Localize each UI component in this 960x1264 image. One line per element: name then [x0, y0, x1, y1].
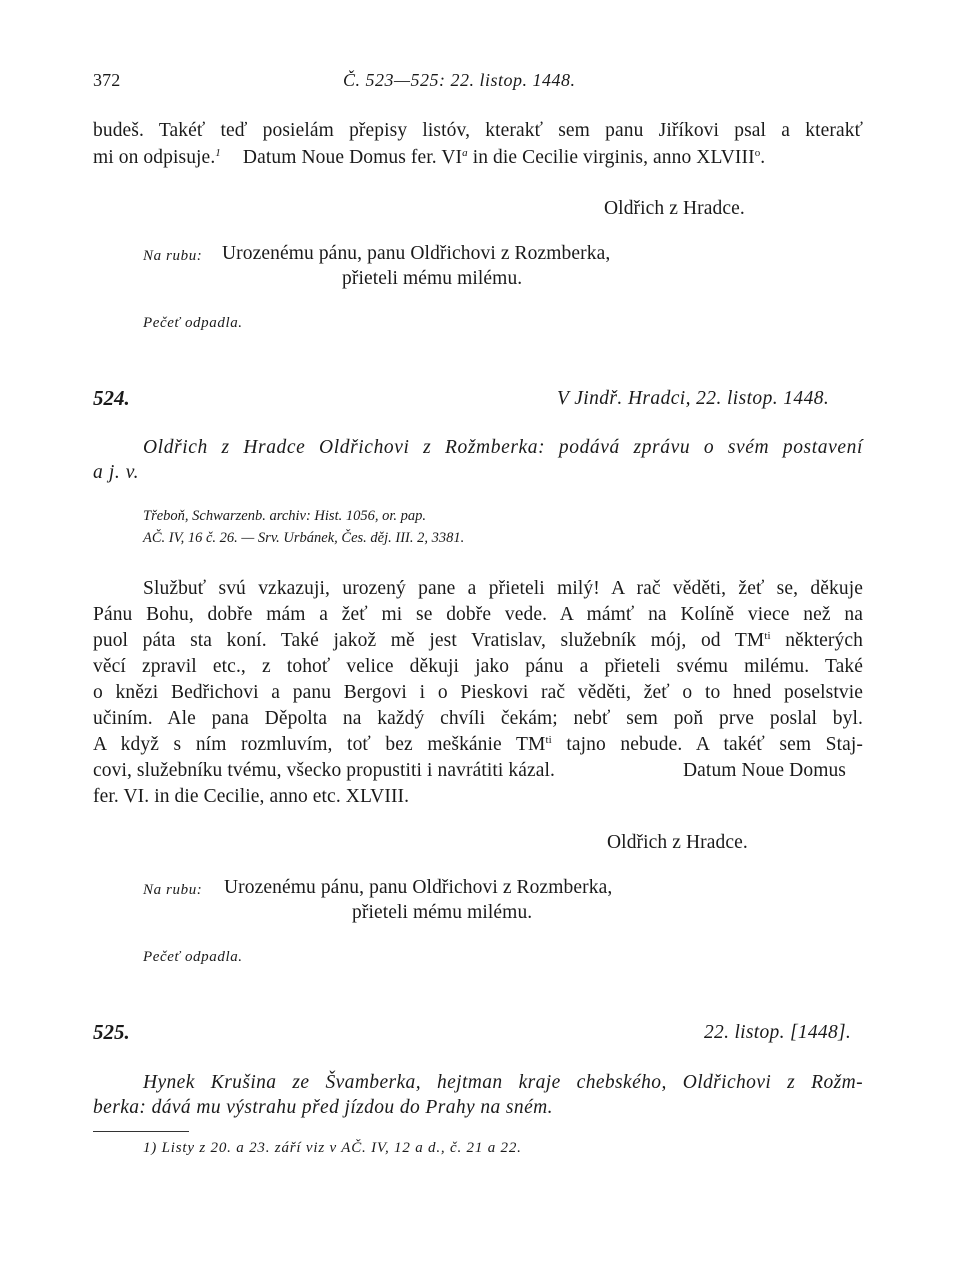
doc524-sup-ti-1: ti	[764, 630, 771, 642]
doc523-line-2c: in die Cecilie virginis, anno XLVIII	[467, 147, 755, 168]
doc524-regest-line-1: Oldřich z Hradce Oldřichovi z Rožmberka: podává zprávu o svém postavení	[143, 437, 863, 458]
footnote-ref: 1	[215, 147, 221, 159]
doc524-text-line-3b: některých	[770, 630, 863, 651]
doc525-number: 525.	[93, 1020, 130, 1044]
doc524-seal-note: Pečeť odpadla.	[143, 949, 243, 965]
doc524-text-line-8-datum: Datum Noue Domus	[683, 760, 846, 781]
doc523-address-label: Na rubu:	[143, 248, 203, 264]
doc524-regest-line-2: a j. v.	[93, 462, 140, 483]
doc523-line-2	[93, 147, 765, 169]
doc525-regest-line-1: Hynek Krušina ze Švamberka, hejtman kraje chebského, Oldřichovi z Rožm-	[143, 1072, 863, 1093]
running-title: Č. 523—525: 22. listop. 1448.	[343, 70, 576, 90]
doc524-text-line-7	[93, 734, 863, 756]
doc524-source-line-2: AČ. IV, 16 č. 26. — Srv. Urbánek, Čes. děj. III. 2, 3381.	[143, 530, 465, 546]
doc523-address-line-2: přieteli mému milému.	[342, 268, 523, 289]
doc524-text-line-5: o knězi Bedřichovi a panu Bergovi i o Pieskovi rač věděti, žeť o to hned poselstvie	[93, 682, 863, 703]
doc523-signature: Oldřich z Hradce.	[604, 198, 745, 219]
doc523-seal-note: Pečeť odpadla.	[143, 315, 243, 331]
doc523-sup-o: o	[754, 147, 761, 159]
footnote-rule	[93, 1131, 189, 1132]
doc524-address-label: Na rubu:	[143, 882, 203, 898]
doc523-line-2a: mi on odpisuje.	[93, 147, 216, 168]
doc524-address-line-1: Urozenému pánu, panu Oldřichovi z Rozmberka,	[224, 877, 613, 898]
doc523-address-line-1: Urozenému pánu, panu Oldřichovi z Rozmberka,	[222, 243, 611, 264]
doc523-line-2d: .	[760, 147, 766, 168]
doc525-date: 22. listop. [1448].	[704, 1022, 852, 1043]
doc523-line-2b: Datum Noue Domus fer. VI	[242, 147, 463, 168]
doc524-text-line-7b: tajno nebude. A takéť sem Staj-	[551, 734, 863, 755]
doc524-sup-ti-2: ti	[545, 734, 552, 746]
doc524-text-line-7a: A když s ním rozmluvím, toť bez meškánie TM	[93, 734, 546, 755]
doc524-source-line-1: Třeboň, Schwarzenb. archiv: Hist. 1056, or. pap.	[143, 508, 427, 524]
doc524-text-line-4: věcí zpravil etc., z tohoť velice děkuji jako pánu a přieteli svému milému. Také	[93, 656, 863, 677]
doc524-text-line-6: učiním. Ale pana Děpolta na každý chvíli čekám; nebť sem poň prve poslal byl.	[93, 708, 863, 729]
doc524-number: 524.	[93, 386, 130, 410]
footnote-text: 1) Listy z 20. a 23. září viz v AČ. IV, 12 a d., č. 21 a 22.	[143, 1140, 522, 1156]
doc525-regest-line-2: berka: dává mu výstrahu před jízdou do Prahy na sném.	[93, 1097, 553, 1118]
doc524-text-line-2: Pánu Bohu, dobře mám a žeť mi se dobře vede. A mámť na Kolíně viece než na	[93, 604, 863, 625]
doc523-sup-a: a	[462, 147, 468, 159]
doc524-address-line-2: přieteli mému milému.	[352, 902, 533, 923]
doc524-text-line-3	[93, 630, 863, 652]
doc524-place-date: V Jindř. Hradci, 22. listop. 1448.	[557, 388, 830, 409]
page-number: 372	[93, 70, 121, 90]
doc523-line-1: budeš. Takéť teď posielám přepisy listóv, kterakť sem panu Jiříkovi psal a kterakť	[93, 120, 863, 141]
doc524-signature: Oldřich z Hradce.	[607, 832, 748, 853]
doc524-text-line-1: Službuť svú vzkazuji, urozený pane a přieteli milý! A rač věděti, žeť se, děkuje	[143, 578, 863, 599]
doc524-text-line-9: fer. VI. in die Cecilie, anno etc. XLVIII.	[93, 786, 410, 807]
doc524-text-line-8: covi, služebníku tvému, všecko propustiti i navrátiti kázal.	[93, 760, 555, 781]
doc524-text-line-3a: puol páta sta koní. Také jakož mě jest Vratislav, služebník mój, od TM	[93, 630, 765, 651]
